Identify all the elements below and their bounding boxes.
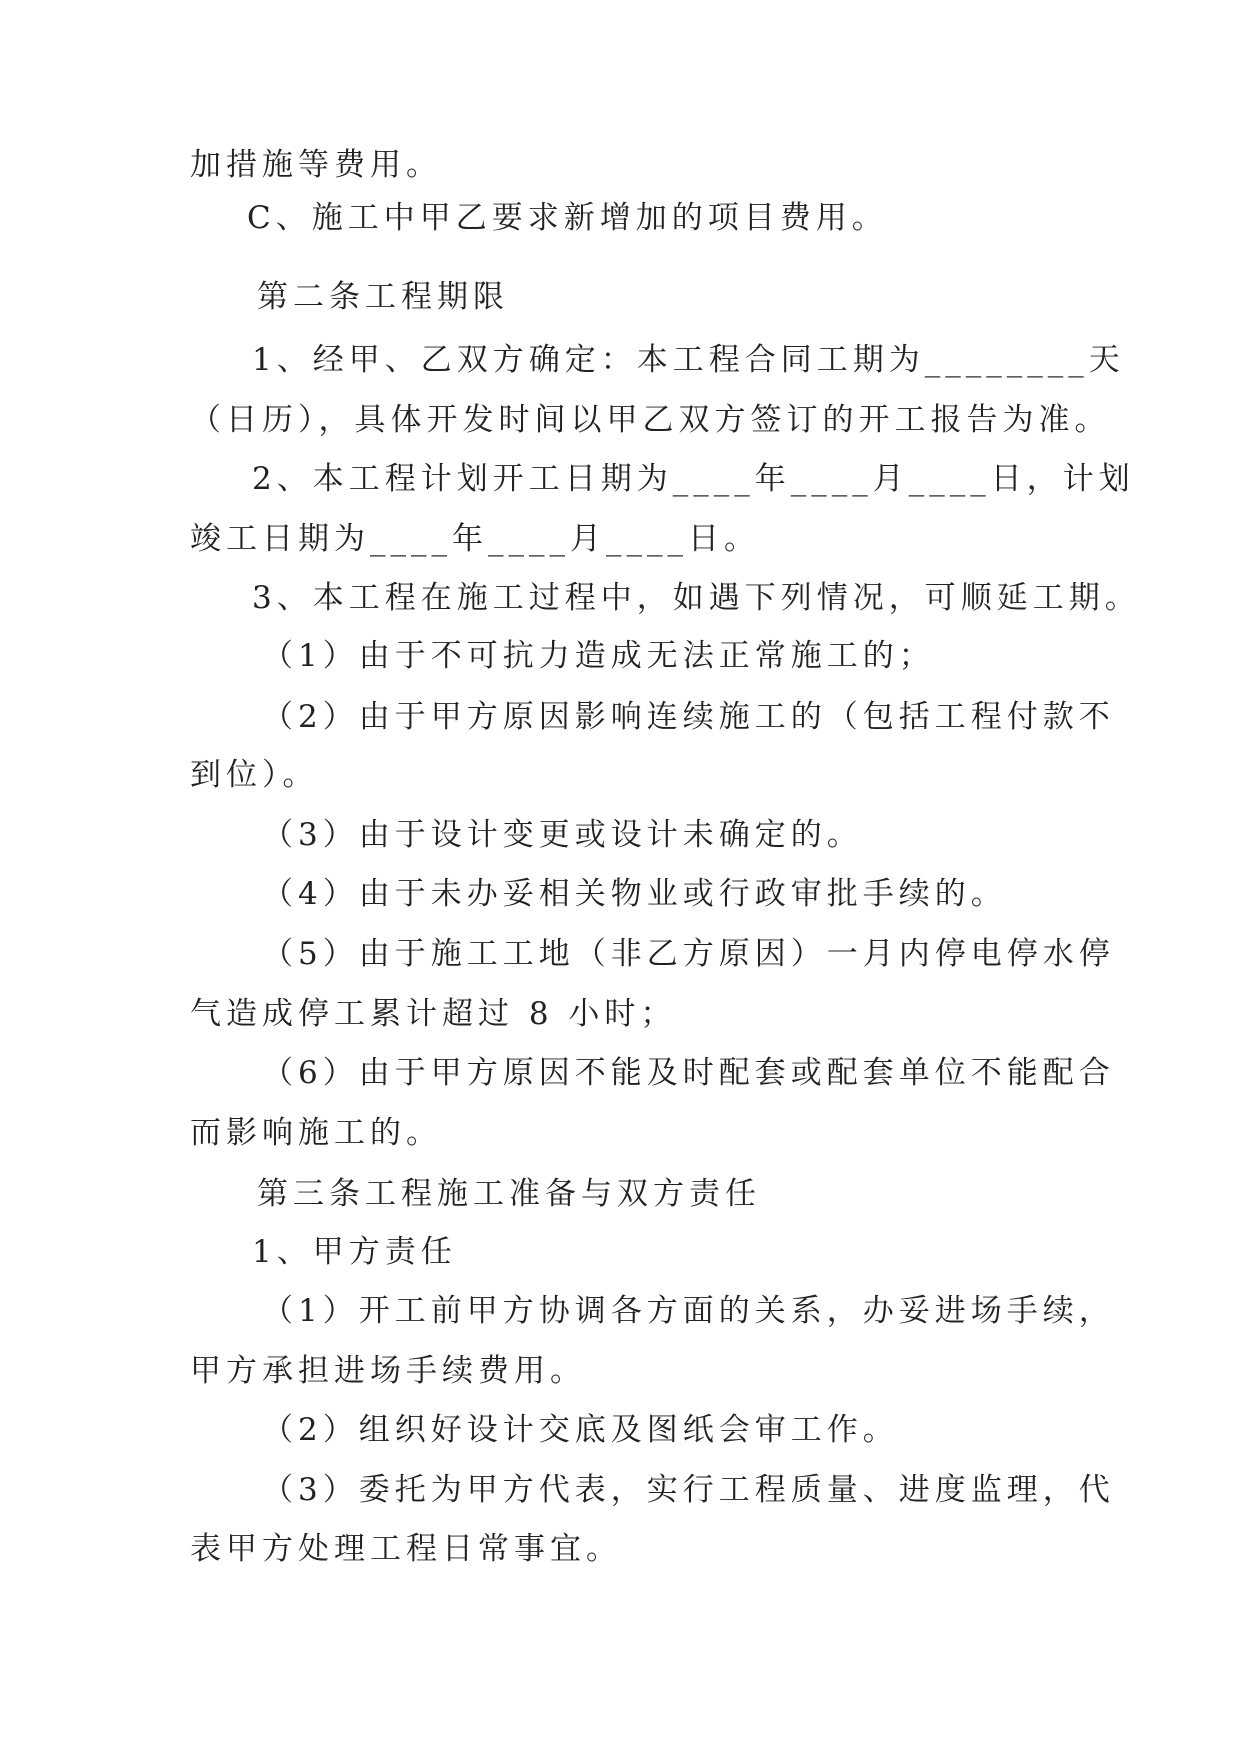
text-line: 加措施等费用。 bbox=[190, 147, 442, 183]
text-line: 1、甲方责任 bbox=[252, 1234, 457, 1270]
list-item: （5）由于施工工地（非乙方原因）一月内停电停水停 bbox=[262, 936, 1115, 972]
list-item: （2）组织好设计交底及图纸会审工作。 bbox=[262, 1412, 899, 1448]
text-line: 甲方承担进场手续费用。 bbox=[190, 1353, 586, 1389]
list-item: （1）开工前甲方协调各方面的关系，办妥进场手续， bbox=[262, 1293, 1115, 1329]
list-item: （6）由于甲方原因不能及时配套或配套单位不能配合 bbox=[262, 1055, 1115, 1091]
text-line: （日历），具体开发时间以甲乙双方签订的开工报告为准。 bbox=[190, 402, 1111, 438]
text-line: 竣工日期为____年____月____日。 bbox=[190, 521, 760, 557]
section-heading: 第二条工程期限 bbox=[257, 279, 509, 315]
text-line: 表甲方处理工程日常事宜。 bbox=[190, 1531, 622, 1567]
list-item: （3）由于设计变更或设计未确定的。 bbox=[262, 817, 863, 853]
text-line: 到位）。 bbox=[190, 757, 319, 793]
list-item: （4）由于未办妥相关物业或行政审批手续的。 bbox=[262, 876, 1007, 912]
list-item: （2）由于甲方原因影响连续施工的（包括工程付款不 bbox=[262, 699, 1115, 735]
section-heading: 第三条工程施工准备与双方责任 bbox=[257, 1176, 761, 1212]
list-item: （1）由于不可抗力造成无法正常施工的； bbox=[262, 638, 935, 674]
text-line: 2、本工程计划开工日期为____年____月____日，计划 bbox=[252, 461, 1135, 497]
text-line: 而影响施工的。 bbox=[190, 1115, 442, 1151]
list-item: （3）委托为甲方代表，实行工程质量、进度监理，代 bbox=[262, 1472, 1115, 1508]
text-line: 3、本工程在施工过程中，如遇下列情况，可顺延工期。 bbox=[252, 580, 1141, 616]
text-line: 气造成停工累计超过 8 小时； bbox=[190, 996, 677, 1032]
text-line: 1、经甲、乙双方确定：本工程合同工期为________天 bbox=[252, 342, 1125, 378]
text-line: C、施工中甲乙要求新增加的项目费用。 bbox=[247, 200, 888, 236]
